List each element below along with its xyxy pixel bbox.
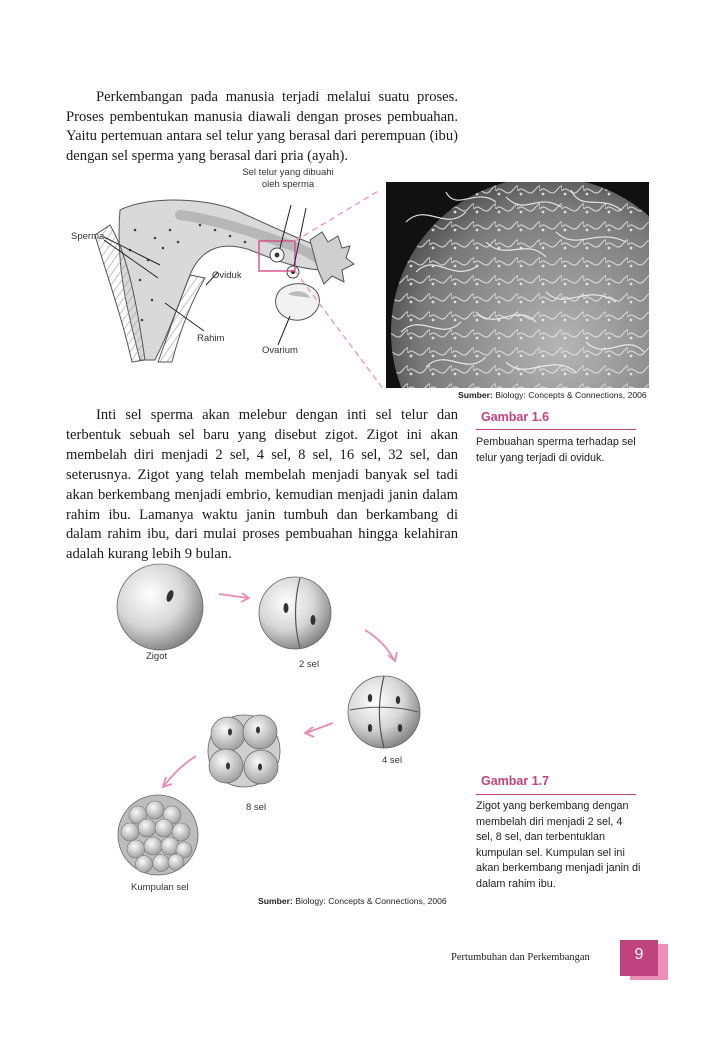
label-uterus: Rahim xyxy=(197,333,225,344)
label-four-cell: 4 sel xyxy=(382,755,403,766)
label-oviduct: Oviduk xyxy=(212,270,242,281)
reproductive-tract-illustration xyxy=(60,190,390,395)
label-eight-cell: 8 sel xyxy=(246,802,267,813)
figure-1-6-caption-rule xyxy=(476,429,636,430)
egg-sperm-micrograph xyxy=(386,182,649,388)
four-cell-stage xyxy=(348,676,420,748)
second-paragraph: Inti sel sperma akan melebur dengan inti sel telur dan terbentuk sebuah sel baru yang disebut zigot. Zigot ini akan membelah diri menjadi 2 sel, 4 sel, 8 sel, 16 sel, 32 sel, dan seterusnya. Zigot yang telah membelah menjadi banyak sel tadi akan berkembang menjadi embrio, kemudian menjadi janin dalam rahim ibu. Lamanya waktu janin tumbuh dan berkambang di dalam rahim ibu, dari mulai proses pembuahan hingga kelahiran adalah kurang lebih 9 bulan. xyxy=(66,407,458,563)
figure-1-6-source: Sumber: Biology: Concepts & Connections, 2006 xyxy=(458,390,647,400)
figure-1-7-caption-text: Zigot yang berkembang dengan membelah diri menjadi 2 sel, 4 sel, 8 sel, dan terbentuklan kumpulan sel. Kumpulan sel ini akan berkembang menjadi janin di dalam rahim ibu. xyxy=(476,800,641,890)
eight-cell-stage xyxy=(208,715,280,787)
label-ovary: Ovarium xyxy=(262,345,298,356)
page-number: 9 xyxy=(634,946,644,963)
cell-division-illustration xyxy=(108,560,468,890)
figure-1-7-source: Sumber: Biology: Concepts & Connections, 2006 xyxy=(258,896,447,906)
figure-1-7-caption-title: Gambar 1.7 xyxy=(481,774,550,788)
label-two-cell: 2 sel xyxy=(299,659,320,670)
zygote-cell xyxy=(117,564,203,650)
figure-1-7-caption-rule xyxy=(476,794,636,795)
label-cell-cluster: Kumpulan sel xyxy=(131,882,189,893)
label-sperm: Sperma xyxy=(71,231,105,242)
two-cell-stage xyxy=(259,577,331,649)
intro-paragraph: Perkembangan pada manusia terjadi melalui suatu proses. Proses pembentukan manusia diawali dengan proses pembuahan. Yaitu pertemuan antara sel telur yang berasal dari perempuan (ibu) dengan sel sperma yang berasal dari pria (ayah). xyxy=(66,89,458,164)
footer-chapter-title: Pertumbuhan dan Perkembangan xyxy=(451,952,590,963)
figure-1-6-caption-title: Gambar 1.6 xyxy=(481,410,550,424)
label-zygote: Zigot xyxy=(146,651,168,662)
page-number-tab xyxy=(620,940,668,980)
label-fertilized-egg: Sel telur yang dibuahi oleh sperma xyxy=(242,167,334,190)
cell-cluster xyxy=(118,795,198,875)
figure-1-6-caption-text: Pembuahan sperma terhadap sel telur yang terjadi di oviduk. xyxy=(476,436,636,464)
